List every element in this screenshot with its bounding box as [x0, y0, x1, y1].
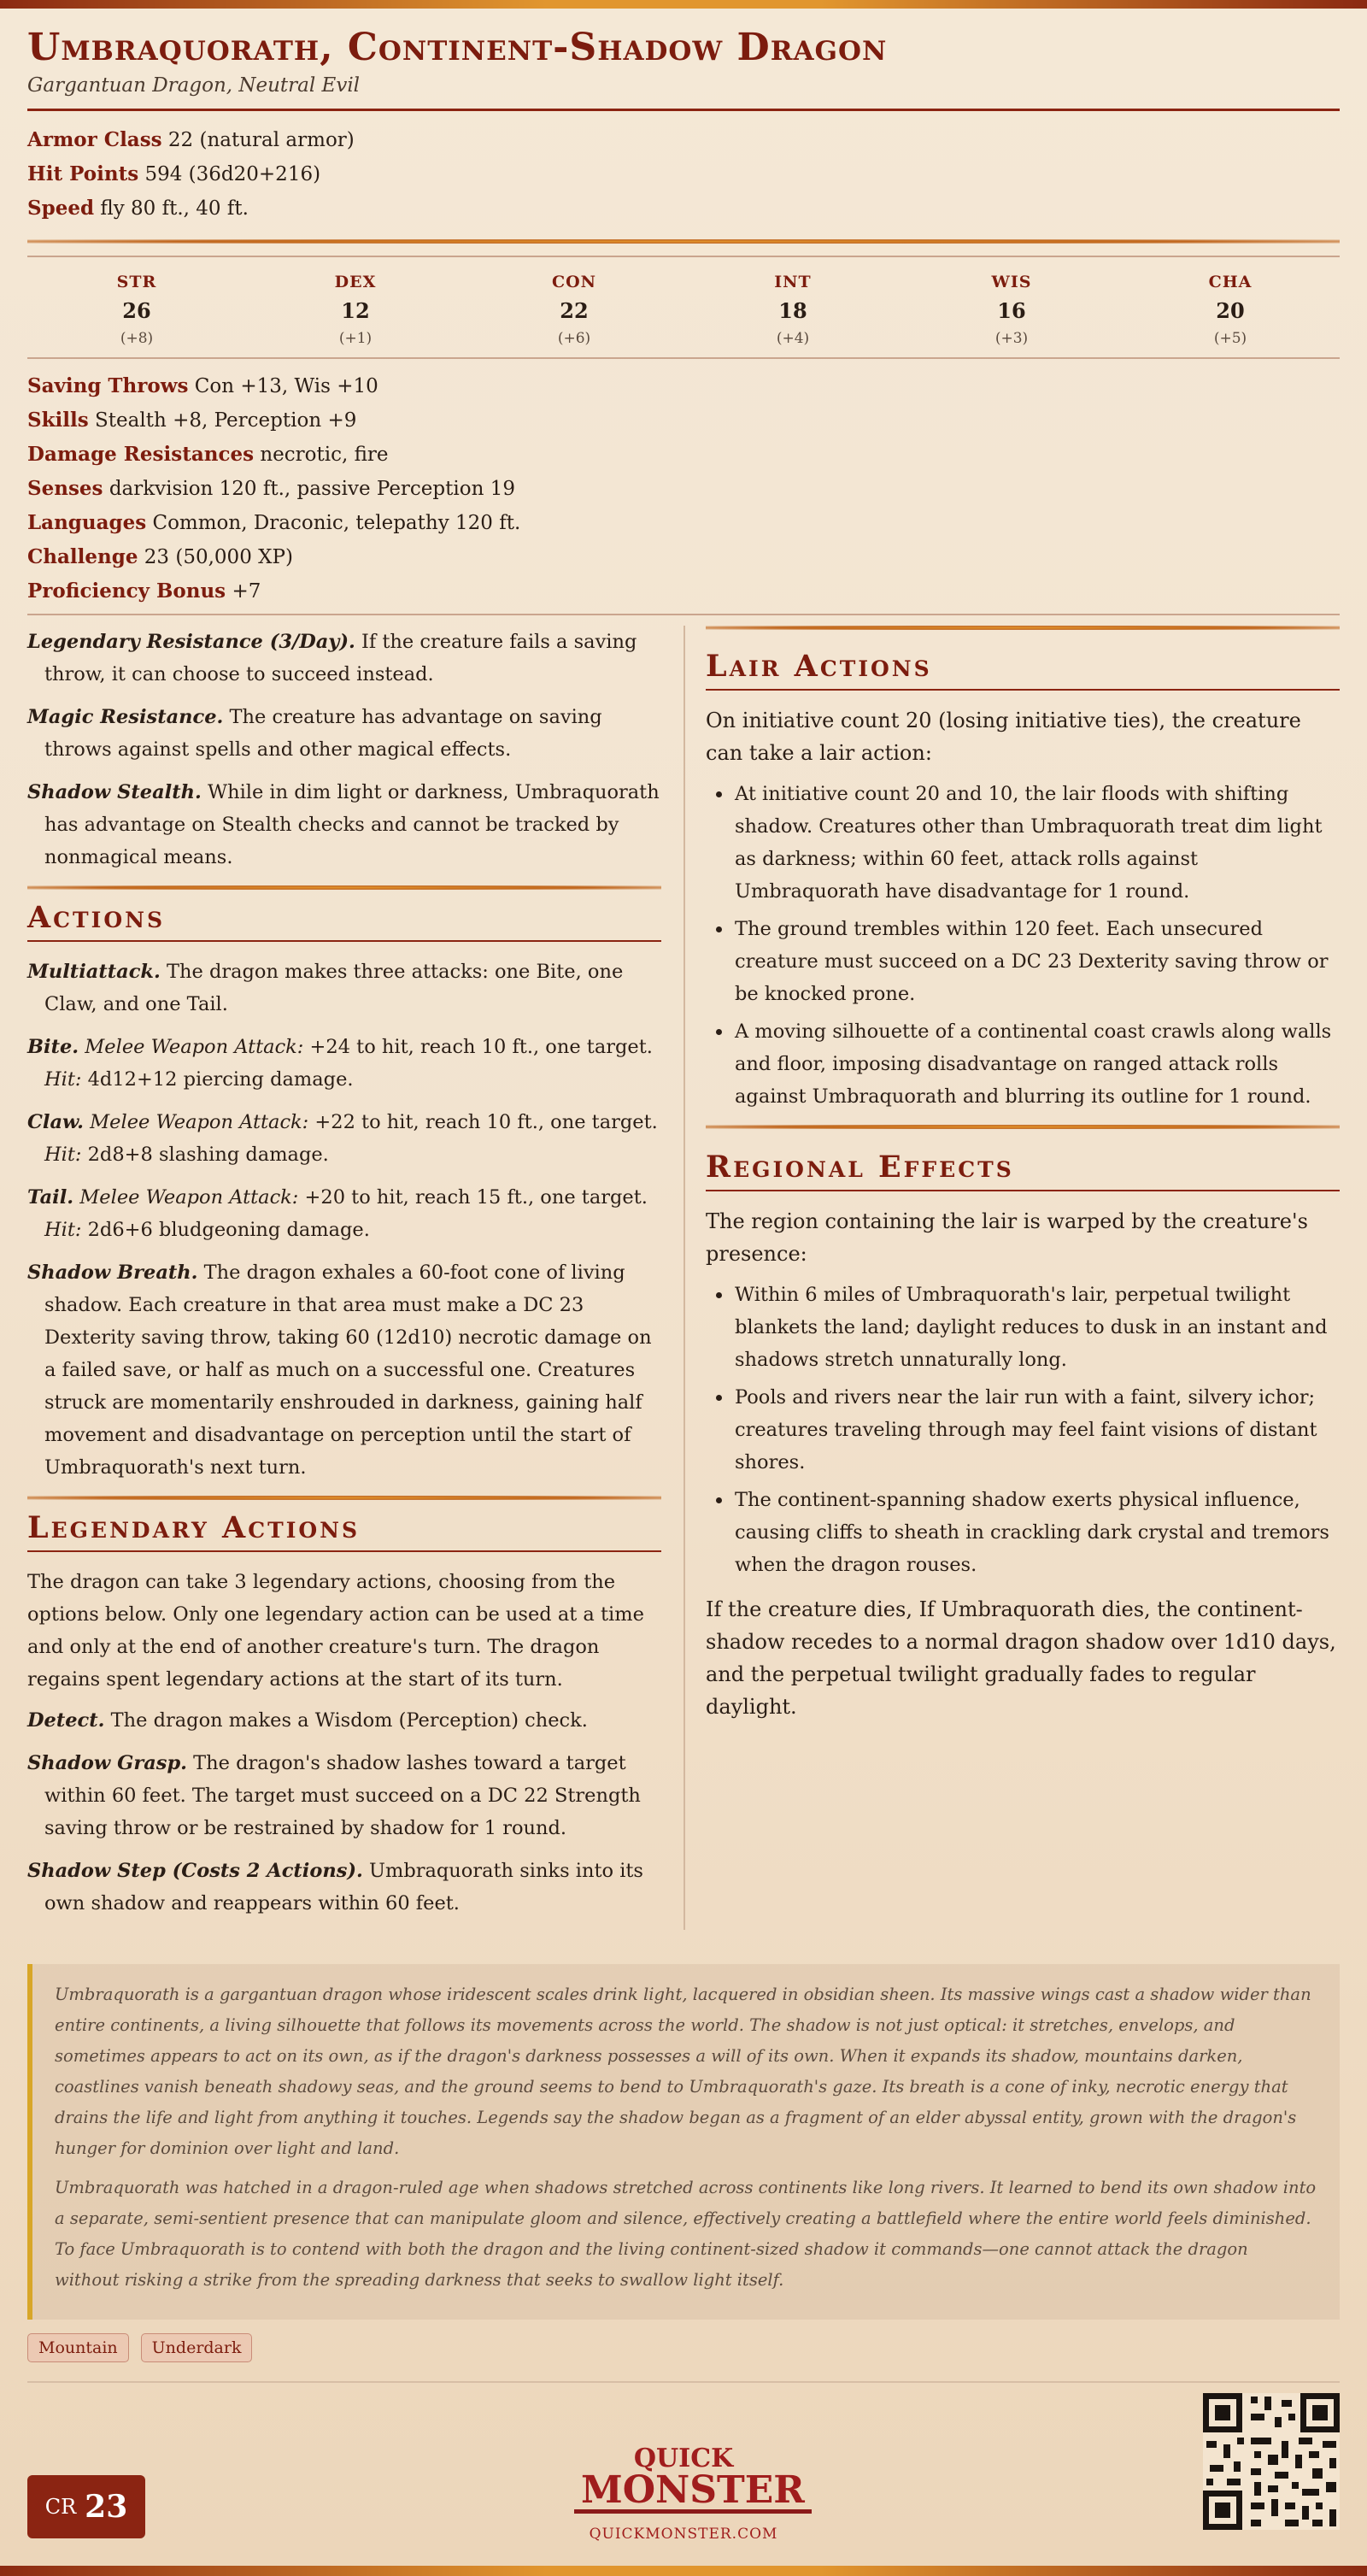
- ability-dex: DEX 12 (+1): [334, 273, 377, 347]
- list-item: • The ground trembles within 120 feet. Each unsecured creature must succeed on a DC 23 Dexterity saving throw or be knocked prone.: [733, 913, 1340, 1010]
- ability-scores: [27, 257, 1340, 357]
- senses: Senses darkvision 120 ft., passive Perception 19: [27, 477, 515, 500]
- list-item: • Within 6 miles of Umbraquorath's lair, perpetual twilight blankets the land; daylight reduces to dusk in an instant and shadows stretch unnaturally long.: [733, 1279, 1340, 1376]
- lair-actions-heading: Lair Actions: [706, 649, 1340, 691]
- lore-box: [27, 1964, 1340, 2320]
- top-accent-bar: [0, 0, 1367, 9]
- armor-class: Armor Class 22 (natural armor): [27, 128, 355, 151]
- challenge: Challenge 23 (50,000 XP): [27, 545, 293, 568]
- speed: Speed fly 80 ft., 40 ft.: [27, 197, 249, 220]
- footer: [27, 2393, 1340, 2555]
- divider: [27, 2381, 1340, 2383]
- list-item: • At initiative count 20 and 10, the lair floods with shifting shadow. Creatures other than Umbraquorath treat dim light as darkness; within 60 feet, attack rolls against Umbraquorath have disadvantage for 1 round.: [733, 778, 1340, 908]
- regional-effects-list: [706, 1279, 1340, 1581]
- action-bite: Bite. Melee Weapon Attack: +24 to hit, reach 10 ft., one target. Hit: 4d12+12 piercing damage.: [27, 1036, 653, 1091]
- damage-resistances: Damage Resistances necrotic, fire: [27, 443, 389, 466]
- right-column: [685, 626, 1340, 1930]
- ability-cha: CHA 20 (+5): [1208, 273, 1253, 347]
- ornamental-divider: [706, 626, 1340, 630]
- ability-int: INT 18 (+4): [774, 273, 812, 347]
- skills: Skills Stealth +8, Perception +9: [27, 409, 357, 432]
- saving-throws: Saving Throws Con +13, Wis +10: [27, 374, 378, 397]
- details: [27, 359, 1340, 614]
- regional-outro: If the creature dies, If Umbraquorath dies, the continent-shadow recedes to a normal dragon shadow over 1d10 days, and the perpetual twilight gradually fades to regular daylight.: [706, 1597, 1336, 1719]
- action-multiattack: Multiattack. The dragon makes three attacks: one Bite, one Claw, and one Tail.: [27, 961, 624, 1015]
- proficiency-bonus: Proficiency Bonus +7: [27, 579, 261, 603]
- list-item: • The continent-spanning shadow exerts physical influence, causing cliffs to sheath in crackling dark crystal and tremors when the dragon rouses.: [733, 1484, 1340, 1581]
- divider: [27, 614, 1340, 615]
- quickmonster-logo[interactable]: [574, 2444, 805, 2543]
- two-column-body: [27, 626, 1340, 1930]
- cr-label: CR: [44, 2495, 77, 2519]
- lore-paragraph: Umbraquorath was hatched in a dragon-ruled age when shadows stretched across continents like long rivers. It learned to bend its own shadow into a separate, semi-sentient presence that can manipulate gloom and silence, effectively creating a battlefield where the entire world feels diminished. To face Umbraquorath is to contend with both the dragon and the living continent-sized shadow it commands—one cannot attack the dragon without risking a strike from the spreading darkness that seeks to swallow light itself.: [55, 2178, 1317, 2290]
- monster-name: Umbraquorath, Continent-Shadow Dragon: [27, 26, 888, 69]
- lore-paragraph: Umbraquorath is a gargantuan dragon whose iridescent scales drink light, lacquered in obsidian sheen. Its massive wings cast a shadow wider than entire continents, a living silhouette that follows its movements across the world. The shadow is not just optical: it stretches, envelops, and sometimes appears to act on its own, as if the dragon's darkness possesses a will of its own. When it expands its shadow, mountains darken, coastlines vanish beneath shadowy seas, and the ground seems to bend to Umbraquorath's gaze. Its breath is a cone of inky, necrotic energy that drains the life and light from anything it touches. Legends say the shadow began as a fragment of an elder abyssal entity, grown with the dragon's hunger for dominion over light and land.: [55, 1985, 1311, 2158]
- list-item: • A moving silhouette of a continental coast crawls along walls and floor, imposing disadvantage on ranged attack rolls against Umbraquorath and blurring its outline for 1 round.: [733, 1015, 1340, 1113]
- cr-value: 23: [85, 2489, 128, 2525]
- regional-intro: The region containing the lair is warped by the creature's presence:: [706, 1209, 1308, 1266]
- monster-type-line: Gargantuan Dragon, Neutral Evil: [27, 74, 361, 97]
- tag-list: [27, 2333, 1340, 2362]
- trait-magic-resistance: Magic Resistance. The creature has advantage on saving throws against spells and other magical effects.: [27, 706, 602, 761]
- legendary-shadow-grasp: Shadow Grasp. The dragon's shadow lashes toward a target within 60 feet. The target must succeed on a DC 22 Strength saving throw or be restrained by shadow for 1 round.: [27, 1752, 641, 1839]
- action-shadow-breath: Shadow Breath. The dragon exhales a 60-foot cone of living shadow. Each creature in that area must make a DC 23 Dexterity saving throw, taking 60 (12d10) necrotic damage on a failed save, or half as much on a successful one. Creatures struck are momentarily enshrouded in darkness, gaining half movement and disadvantage on perception until the start of Umbraquorath's next turn.: [27, 1262, 652, 1479]
- challenge-rating-badge: [27, 2475, 145, 2538]
- tag-mountain[interactable]: Mountain: [27, 2333, 129, 2362]
- tag-underdark[interactable]: Underdark: [141, 2333, 253, 2362]
- ability-wis: WIS 16 (+3): [991, 273, 1032, 347]
- stat-block: [27, 19, 1340, 2383]
- action-claw: Claw. Melee Weapon Attack: +22 to hit, reach 10 ft., one target. Hit: 2d8+8 slashing damage.: [27, 1111, 658, 1166]
- ornamental-divider: [27, 239, 1340, 244]
- legendary-detect: Detect. The dragon makes a Wisdom (Perception) check.: [27, 1709, 588, 1732]
- trait-shadow-stealth: Shadow Stealth. While in dim light or darkness, Umbraquorath has advantage on Stealth checks and cannot be tracked by nonmagical means.: [27, 781, 660, 868]
- ornamental-divider: [706, 1125, 1340, 1129]
- trait-legendary-resistance: Legendary Resistance (3/Day). If the creature fails a saving throw, it can choose to succeed instead.: [27, 631, 637, 685]
- logo-top-word: QUICK: [633, 2444, 734, 2473]
- regional-effects-heading: Regional Effects: [706, 1150, 1340, 1191]
- ornamental-divider: [27, 1496, 661, 1500]
- hit-points: Hit Points 594 (36d20+216): [27, 162, 321, 185]
- ability-str: STR 26 (+8): [116, 273, 157, 347]
- qr-code-icon: [1203, 2393, 1340, 2530]
- legendary-shadow-step: Shadow Step (Costs 2 Actions). Umbraquorath sinks into its own shadow and reappears within 60 feet.: [27, 1860, 643, 1914]
- ornamental-divider: [27, 885, 661, 890]
- logo-url: QUICKMONSTER.COM: [589, 2526, 778, 2543]
- legendary-actions-heading: Legendary Actions: [27, 1510, 661, 1552]
- ability-con: CON 22 (+6): [551, 273, 597, 347]
- left-column: [27, 626, 685, 1930]
- core-stats: [27, 111, 1340, 239]
- actions-heading: Actions: [27, 900, 661, 942]
- logo-bottom-word: MONSTER: [574, 2472, 812, 2514]
- lair-intro: On initiative count 20 (losing initiative ties), the creature can take a lair action:: [706, 709, 1301, 765]
- list-item: • Pools and rivers near the lair run with a faint, silvery ichor; creatures traveling through may feel faint visions of distant shores.: [733, 1381, 1340, 1479]
- action-tail: Tail. Melee Weapon Attack: +20 to hit, reach 15 ft., one target. Hit: 2d6+6 bludgeoning damage.: [27, 1186, 648, 1241]
- bottom-accent-bar: [0, 2566, 1367, 2576]
- languages: Languages Common, Draconic, telepathy 120 ft.: [27, 511, 521, 534]
- legendary-intro: The dragon can take 3 legendary actions, choosing from the options below. Only one legendary action can be used at a time and only at the end of another creature's turn. The dragon regains spent legendary actions at the start of its turn.: [27, 1571, 644, 1691]
- lair-actions-list: [706, 778, 1340, 1113]
